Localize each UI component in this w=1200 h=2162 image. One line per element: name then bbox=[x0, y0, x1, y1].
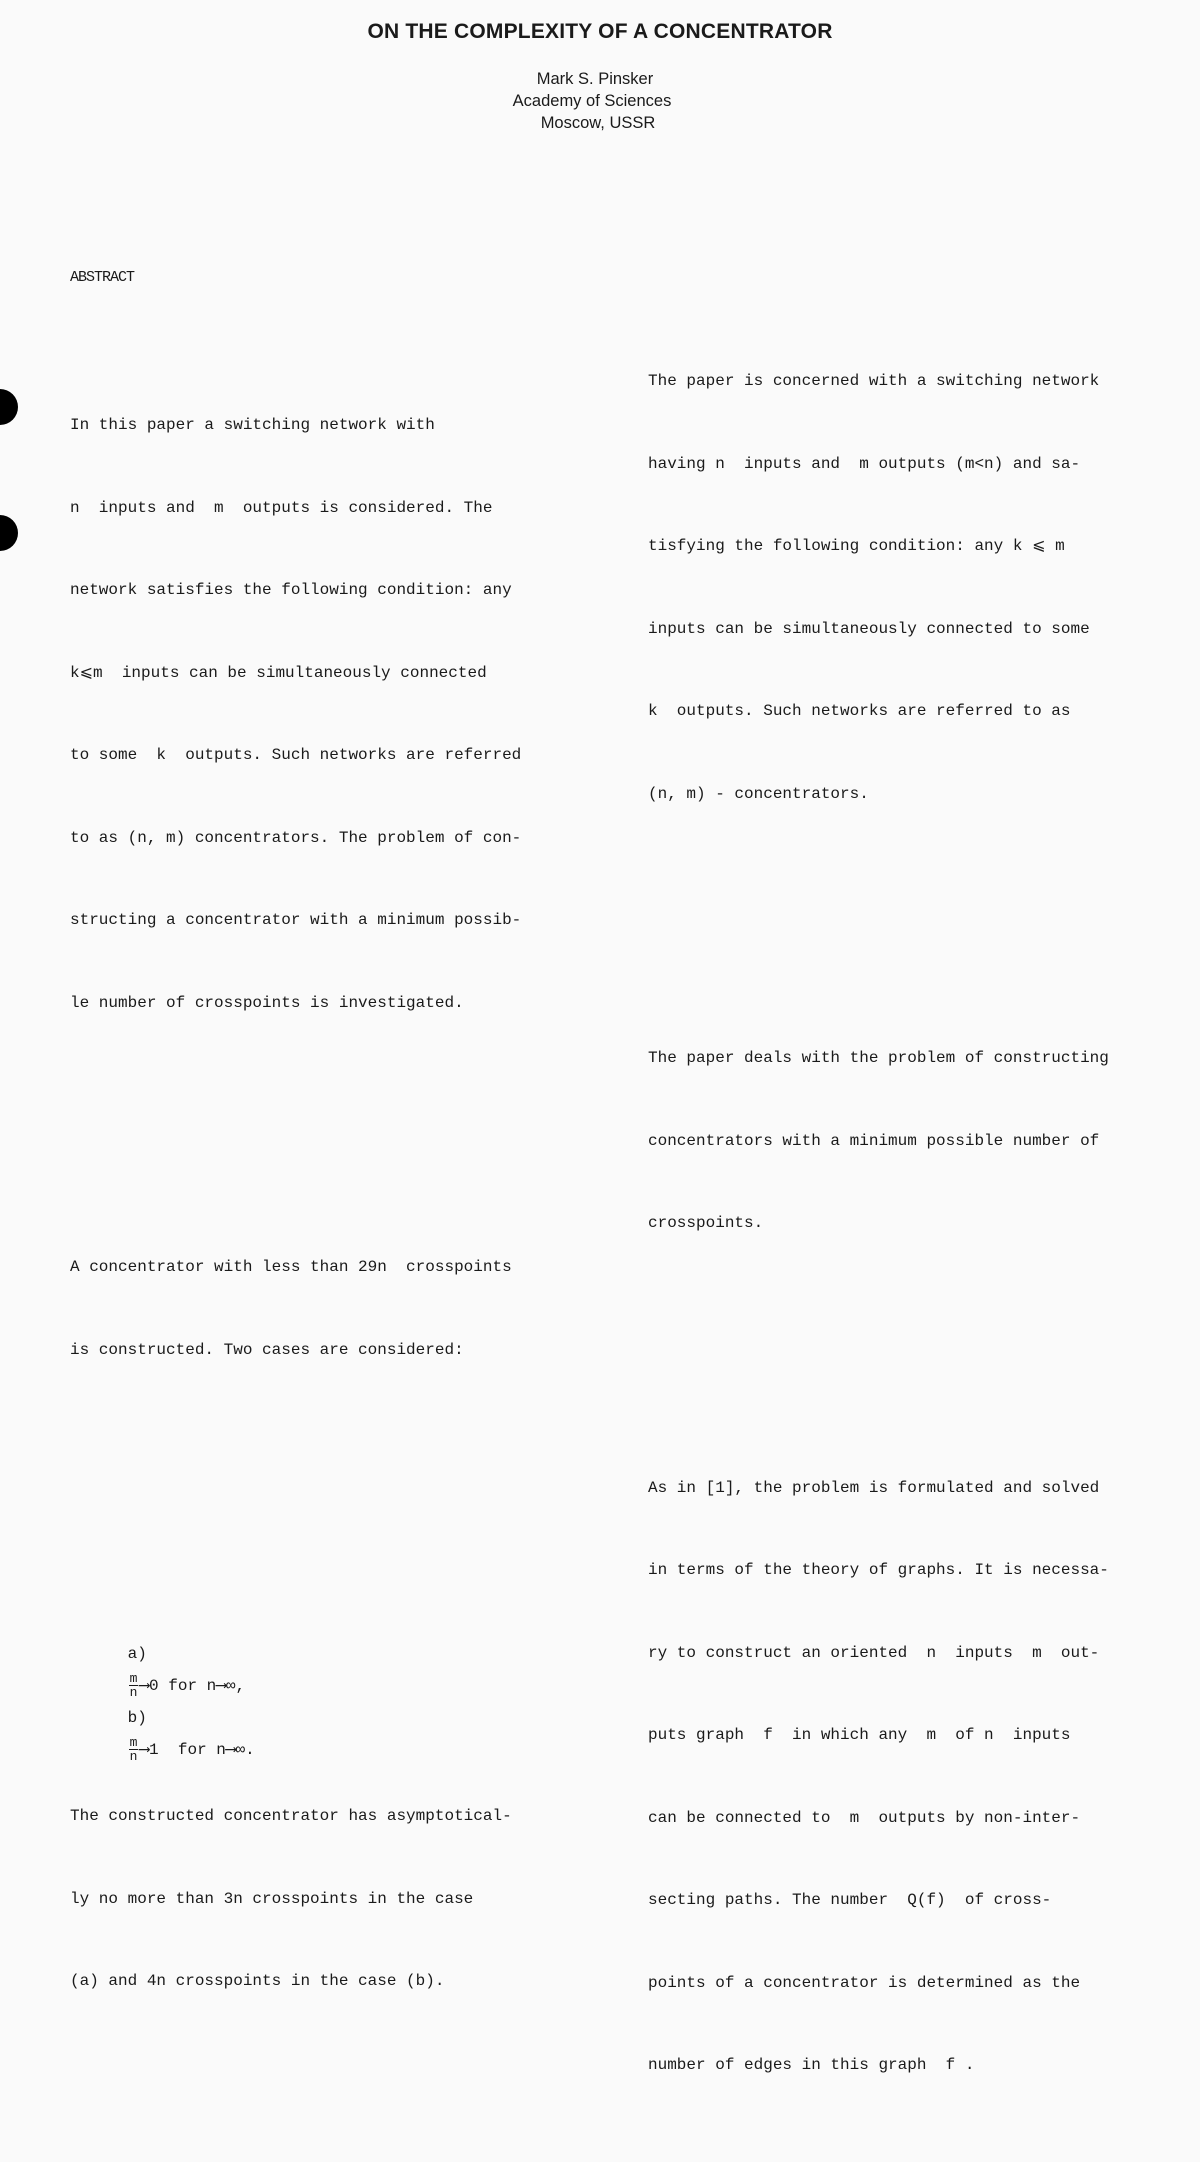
abstract-column bbox=[70, 302, 521, 2078]
author-name: Mark S. Pinsker bbox=[536, 70, 654, 88]
body-paragraph-1 bbox=[648, 313, 1109, 863]
text-line: ry to construct an oriented n inputs m out- bbox=[648, 1643, 1100, 1662]
text-line: The constructed concentrator has asymptotical- bbox=[70, 1807, 512, 1825]
text-line: to as (n, m) concentrators. The problem of con- bbox=[70, 828, 522, 847]
binder-hole-upper bbox=[0, 389, 18, 425]
text-line: ly no more than 3n crosspoints in the case bbox=[70, 1889, 474, 1908]
text-line: can be connected to m outputs by non-inter- bbox=[648, 1808, 1081, 1827]
text-line: puts graph f in which any m of n inputs bbox=[648, 1726, 1071, 1744]
body-paragraph-2 bbox=[648, 990, 1109, 1293]
case-b-label: b) bbox=[127, 1709, 147, 1727]
text-line: inputs can be simultaneously connected to some bbox=[648, 619, 1090, 638]
text-line: secting paths. The number Q(f) of cross- bbox=[648, 1891, 1052, 1909]
fraction-denominator: n bbox=[129, 1749, 138, 1765]
author-block bbox=[0, 70, 1200, 150]
fraction-denominator: n bbox=[129, 1685, 138, 1701]
author-location: Moscow, USSR bbox=[540, 114, 656, 132]
text-line: concentrators with a minimum possible number of bbox=[648, 1131, 1100, 1150]
text-line: points of a concentrator is determined as the bbox=[648, 1973, 1081, 1992]
abstract-paragraph-1 bbox=[70, 357, 521, 1072]
text-line: le number of crosspoints is investigated. bbox=[70, 993, 464, 1012]
text-line: As in [1], the problem is formulated and solved bbox=[648, 1478, 1100, 1497]
text-line: (a) and 4n crosspoints in the case (b). bbox=[70, 1972, 445, 1990]
fraction-m-over-n bbox=[129, 1736, 139, 1763]
text-line: tisfying the following condition: any k ⩽ m bbox=[648, 537, 1065, 555]
text-line: network satisfies the following condition: any bbox=[70, 581, 512, 599]
text-line: In this paper a switching network with bbox=[70, 416, 435, 434]
body-paragraph-3 bbox=[648, 1420, 1109, 2135]
case-a-label: a) bbox=[127, 1645, 147, 1663]
text-line: to some k outputs. Such networks are referred bbox=[70, 746, 522, 764]
case-b-text: ⟶1 for n⟶∞. bbox=[139, 1741, 255, 1759]
paper-title: ON THE COMPLEXITY OF A CONCENTRATOR bbox=[367, 20, 833, 43]
text-line: structing a concentrator with a minimum possib- bbox=[70, 911, 522, 929]
fraction-numerator: m bbox=[129, 1671, 138, 1687]
binder-hole-lower bbox=[0, 515, 18, 551]
text-line: number of edges in this graph f . bbox=[648, 2056, 975, 2074]
text-line: in terms of the theory of graphs. It is necessa- bbox=[648, 1561, 1109, 1579]
author-institution: Academy of Sciences bbox=[512, 92, 672, 110]
text-line: k⩽m inputs can be simultaneously connected bbox=[70, 663, 487, 682]
text-line: is constructed. Two cases are considered: bbox=[70, 1340, 464, 1359]
fraction-numerator: m bbox=[129, 1735, 138, 1751]
abstract-paragraph-2 bbox=[70, 1199, 521, 1419]
abstract-heading: ABSTRACT bbox=[70, 269, 135, 286]
text-line: k outputs. Such networks are referred to as bbox=[648, 702, 1071, 720]
text-line: crosspoints. bbox=[648, 1214, 764, 1232]
text-line: The paper deals with the problem of constructing bbox=[648, 1049, 1109, 1067]
fraction-m-over-n bbox=[129, 1672, 139, 1699]
text-line: A concentrator with less than 29n crosspoints bbox=[70, 1258, 512, 1276]
text-line: (n, m) - concentrators. bbox=[648, 784, 869, 803]
cases-formula bbox=[70, 1551, 521, 1765]
text-line: The paper is concerned with a switching network bbox=[648, 372, 1100, 390]
body-column bbox=[648, 258, 1109, 2162]
abstract-paragraph-3 bbox=[70, 1748, 521, 2051]
case-a-text: ⟶0 for n⟶∞, bbox=[139, 1677, 246, 1695]
text-line: having n inputs and m outputs (m<n) and sa- bbox=[648, 454, 1081, 473]
text-line: n inputs and m outputs is considered. The bbox=[70, 498, 493, 517]
